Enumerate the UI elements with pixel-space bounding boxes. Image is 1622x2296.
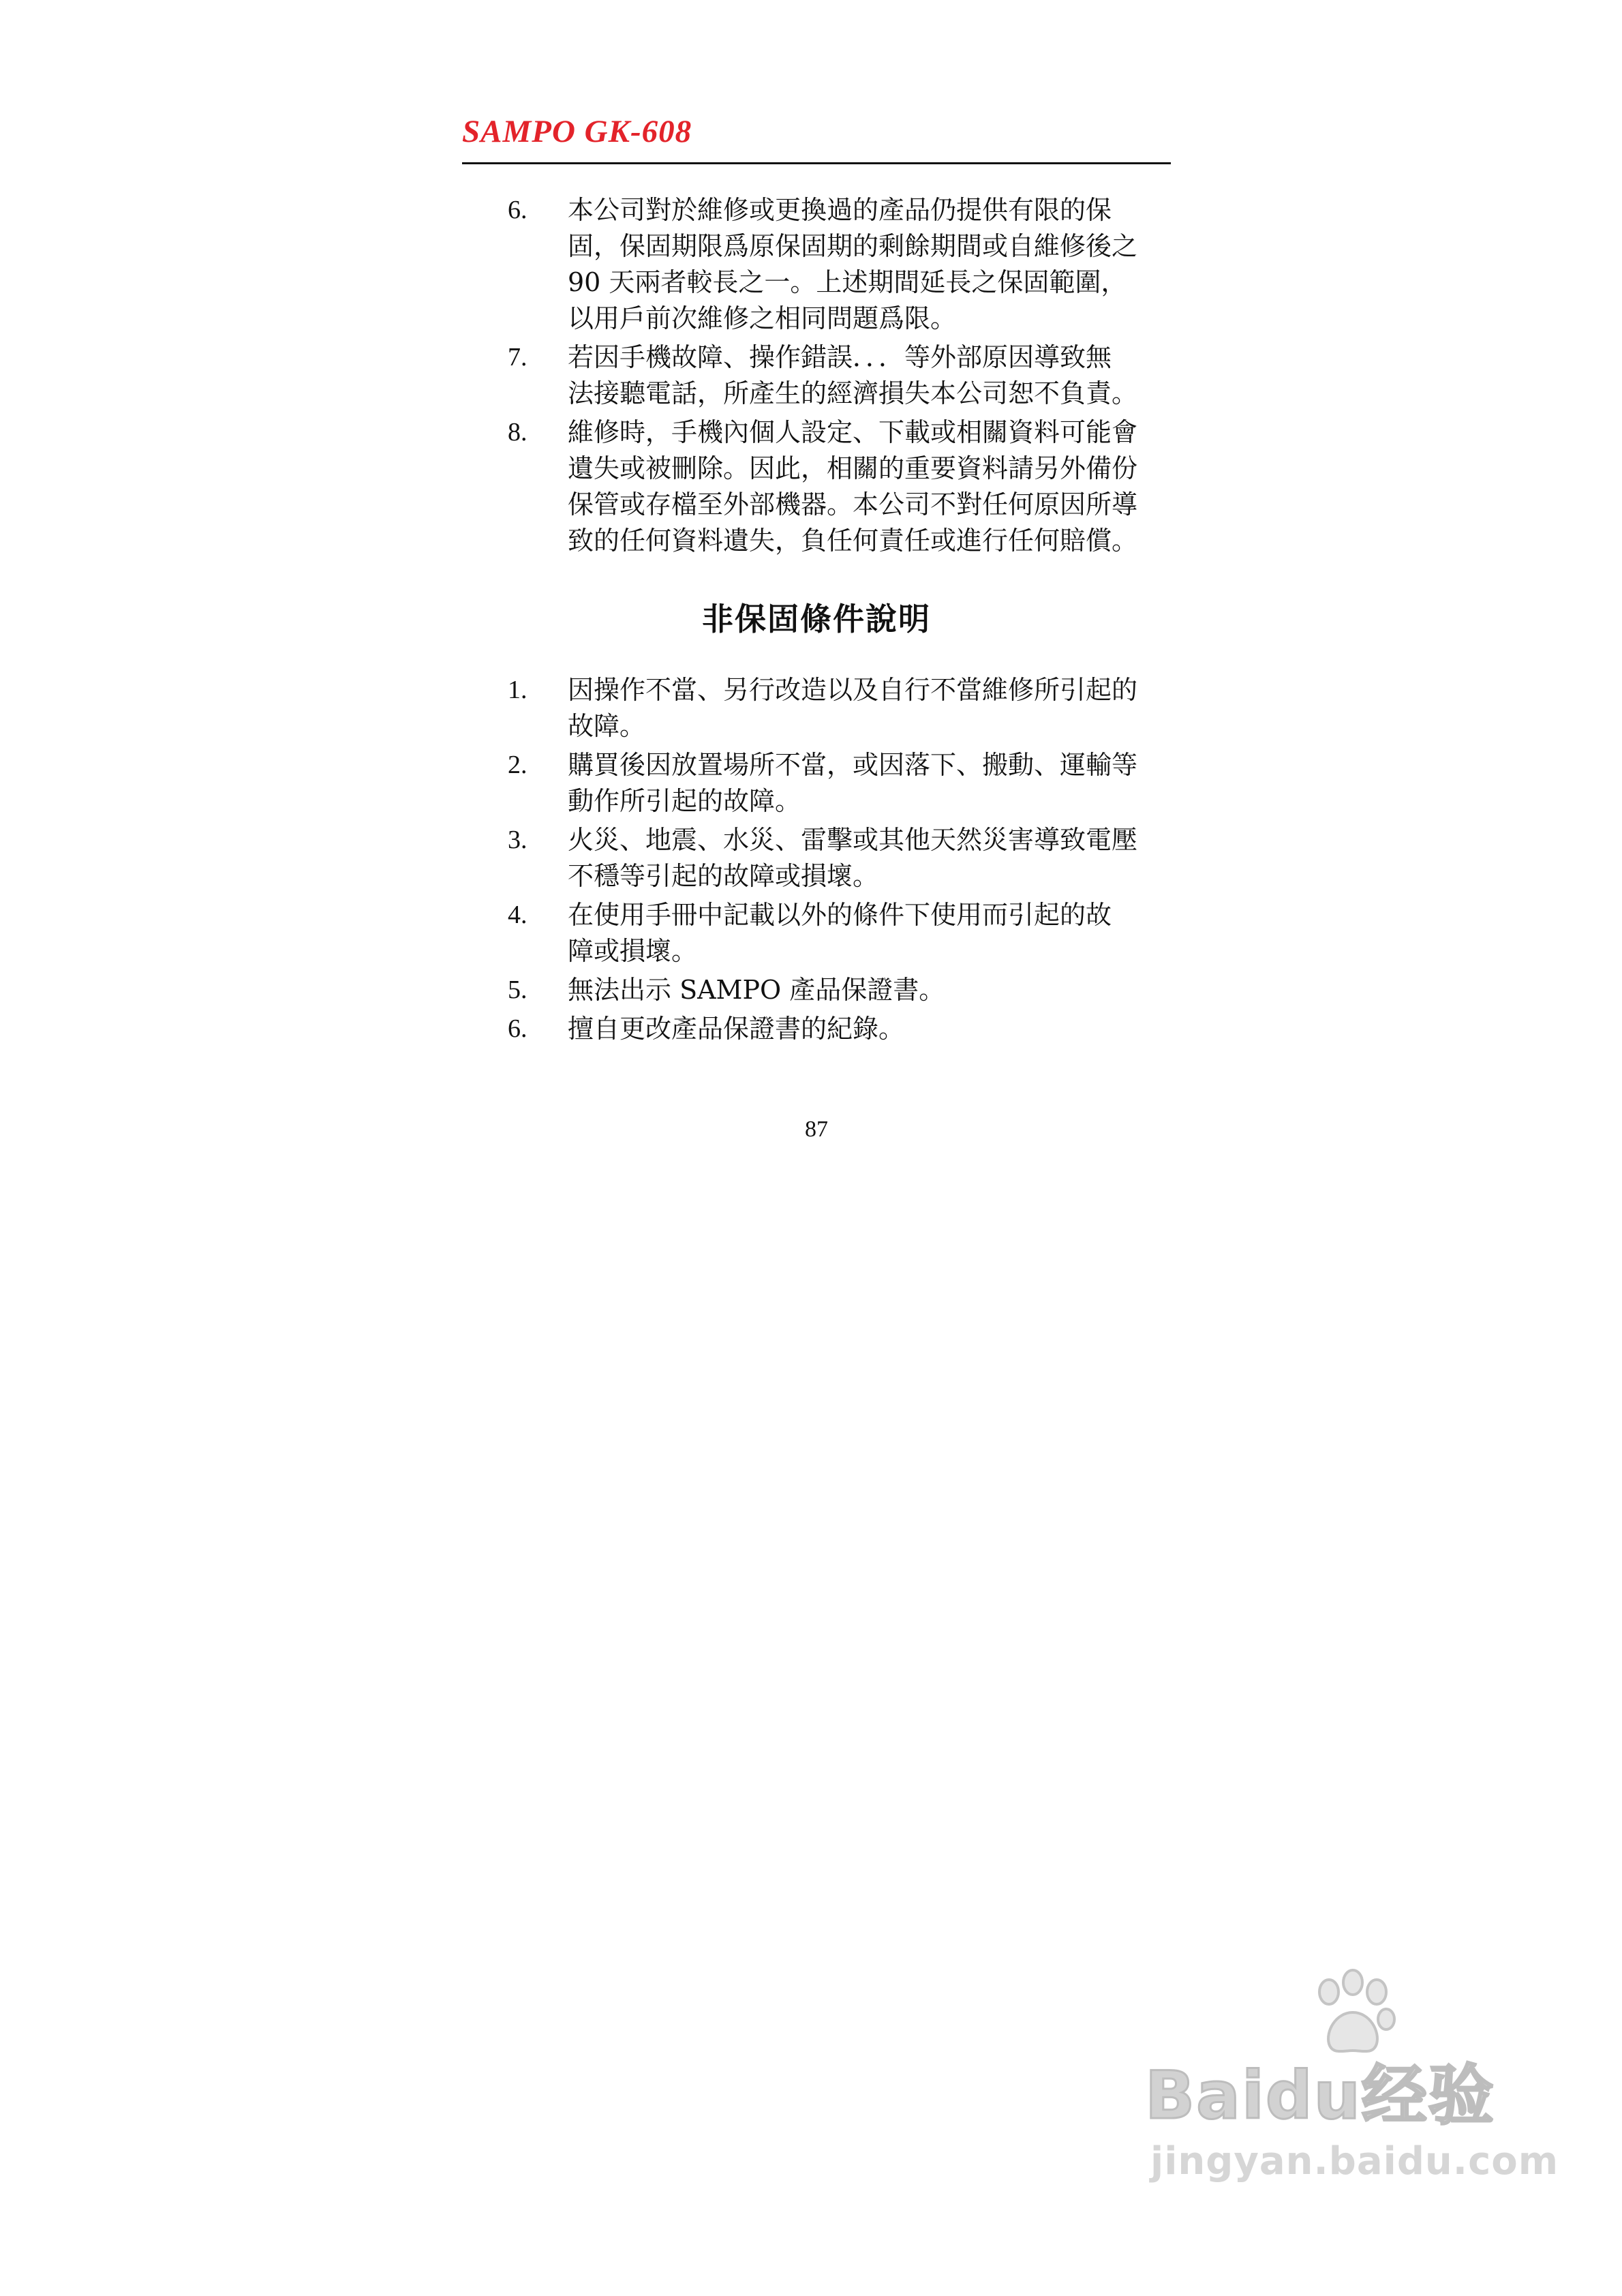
page-header <box>462 113 1171 164</box>
list-item <box>508 822 1172 894</box>
list-item-number: 3. <box>508 826 527 854</box>
header-brand: SAMPO GK-608 <box>462 114 692 149</box>
list-item-number: 8. <box>508 418 527 447</box>
warranty-list <box>508 192 1172 562</box>
list-item <box>508 339 1172 412</box>
baidu-watermark <box>1145 1963 1559 2250</box>
list-item-text: 維修時，手機內個人設定、下載或相關資料可能會 遺失或被刪除。因此，相關的重要資料請另外備份 保管或存檔至外部機器。本公司不對任何原因所導 致的任何資料遺失，負任何責任或進行任何賠償。 <box>568 417 1138 556</box>
watermark-main-text: Baidu经验 <box>1145 2057 1495 2134</box>
list-item-number: 4. <box>508 901 527 929</box>
list-item <box>508 672 1172 744</box>
list-item-text: 本公司對於維修或更換過的產品仍提供有限的保 固，保固期限爲原保固期的剩餘期間或自維修後之 90 天兩者較長之一。上述期間延長之保固範圍， 以用戶前次維修之相同問題爲限。 <box>568 195 1138 333</box>
watermark-url: jingyan.baidu.com <box>1150 2139 1559 2184</box>
list-item-text: 無法出示 SAMPO 產品保證書。 <box>568 975 945 1005</box>
section-title: 非保固條件說明 <box>702 601 931 637</box>
list-item <box>508 1011 1172 1047</box>
page-number: 87 <box>805 1117 828 1142</box>
list-item-text: 火災、地震、水災、雷擊或其他天然災害導致電壓 不穩等引起的故障或損壞。 <box>568 825 1138 891</box>
list-item-text: 在使用手冊中記載以外的條件下使用而引起的故 障或損壞。 <box>568 900 1112 966</box>
list-item-number: 5. <box>508 976 527 1004</box>
list-item <box>508 192 1172 337</box>
list-item-number: 1. <box>508 676 527 704</box>
list-item <box>508 972 1172 1008</box>
list-item <box>508 897 1172 969</box>
non-warranty-list <box>508 672 1172 1050</box>
list-item-text: 購買後因放置場所不當，或因落下、搬動、運輸等 動作所引起的故障。 <box>568 750 1138 816</box>
list-item-number: 6. <box>508 1014 527 1043</box>
list-item-number: 2. <box>508 751 527 779</box>
list-item-text: 擅自更改產品保證書的紀錄。 <box>568 1014 905 1044</box>
list-item <box>508 747 1172 819</box>
list-item-text: 因操作不當、另行改造以及自行不當維修所引起的 故障。 <box>568 675 1138 741</box>
list-item-number: 6. <box>508 196 527 224</box>
list-item <box>508 414 1172 559</box>
list-item-number: 7. <box>508 343 527 372</box>
list-item-text: 若因手機故障、操作錯誤．．．等外部原因導致無 法接聽電話，所產生的經濟損失本公司恕不負責。 <box>568 342 1138 408</box>
